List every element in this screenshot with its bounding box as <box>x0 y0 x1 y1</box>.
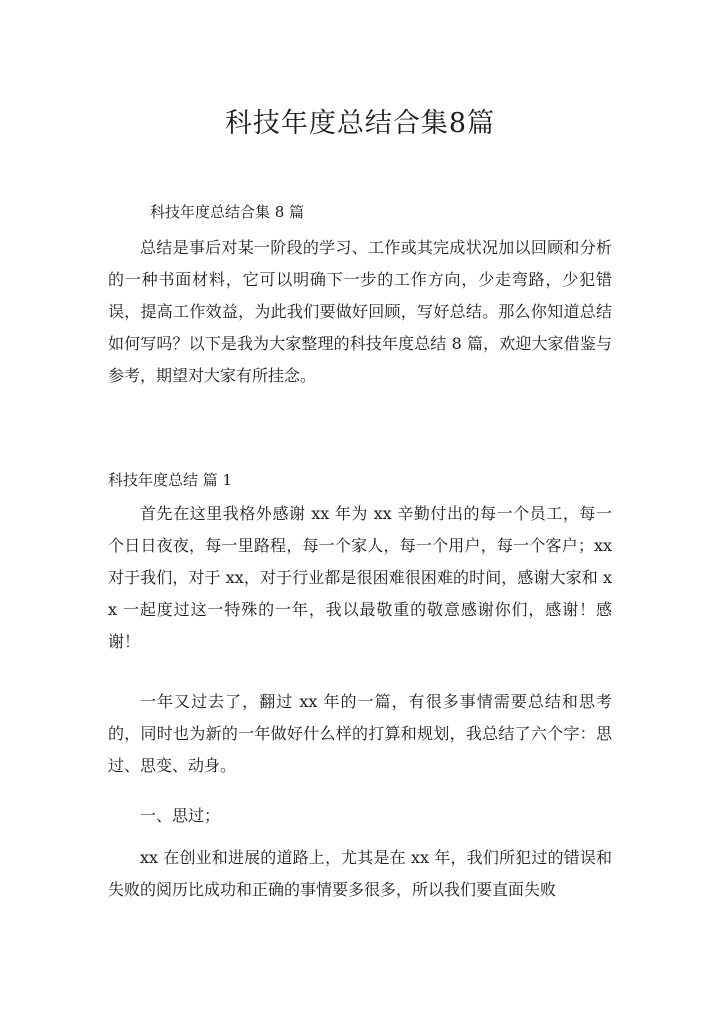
intro-paragraph: 总结是事后对某一阶段的学习、工作或其完成状况加以回顾和分析的一种书面材料，它可以明确下一步的工作方向，少走弯路，少犯错误，提高工作效益，为此我们要做好回顾，写好总结。那么你知道总结如何写吗？以下是我为大家整理的科技年度总结 8 篇，欢迎大家借鉴与参考，期望对大家有所挂念。 <box>108 238 612 385</box>
document-subtitle: 科技年度总结合集 8 篇 <box>150 203 305 221</box>
section-paragraph: 一年又过去了，翻过 xx 年的一篇，有很多事情需要总结和思考的，同时也为新的一年做好什么样的打算和规划，我总结了六个字：思过、思变、动身。 <box>108 692 612 775</box>
section-subheading: 一、思过； <box>140 806 221 825</box>
section-paragraph: xx 在创业和进展的道路上，尤其是在 xx 年，我们所犯过的错误和失败的阅历比成功和正确的事情要多很多，所以我们要直面失败 <box>108 848 612 899</box>
document-title: 科技年度总结合集8篇 <box>224 108 496 139</box>
section-heading: 科技年度总结 篇 1 <box>108 471 233 489</box>
section-paragraph: 首先在这里我格外感谢 xx 年为 xx 辛勤付出的每一个员工，每一个日日夜夜，每一里路程，每一个家人，每一个用户，每一个客户；xx 对于我们，对于 xx，对于行业都是很困难很困难的时间，感谢大家和 xx 一起度过这一特殊的一年，我以最敬重的敬意感谢你们，感谢！感谢！ <box>108 504 612 651</box>
